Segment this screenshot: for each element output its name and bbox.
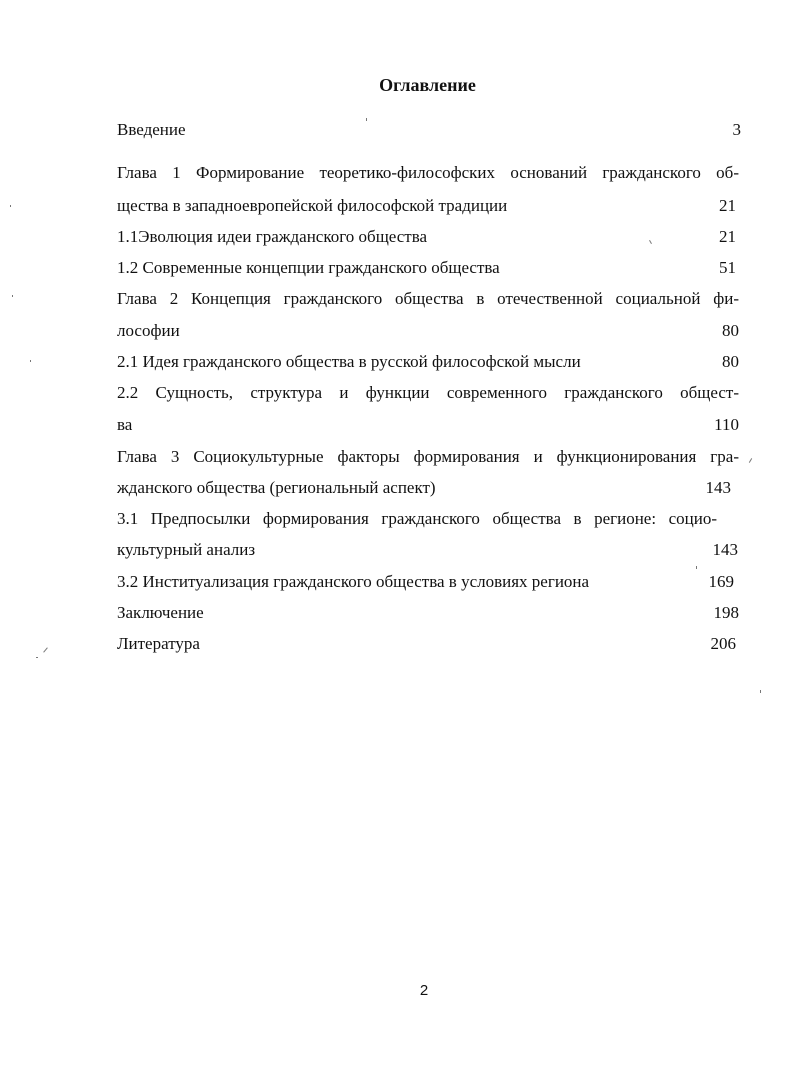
toc-entry-page: 143 <box>705 478 731 497</box>
scan-speck <box>30 360 31 362</box>
toc-entry-title: Глава 3 Социокультурные факторы формирования и функционирования гра- <box>117 447 739 466</box>
toc-entry-title: 3.1 Предпосылки формирования гражданского общества в регионе: социо- <box>117 509 717 528</box>
toc-entry-section-2-2-line-2 <box>117 414 739 436</box>
toc-entry-title: Литература <box>117 634 200 653</box>
toc-entry-title: щества в западноевропейской философской традиции <box>117 196 508 215</box>
toc-entry-chapter-3-line-1 <box>117 446 739 468</box>
toc-entry-section-1-2 <box>117 257 739 279</box>
toc-entry-title: 1.1Эволюция идеи гражданского общества <box>117 227 428 246</box>
page-number: 2 <box>419 982 429 999</box>
toc-entry-page: 21 <box>719 196 736 215</box>
toc-entry-chapter-1-line-2 <box>117 195 739 217</box>
toc-entry-title: 1.2 Современные концепции гражданского общества <box>117 258 500 277</box>
toc-entry-section-3-1-line-1 <box>117 508 739 530</box>
scan-speck <box>749 458 752 463</box>
toc-entry-page: 143 <box>712 540 738 559</box>
toc-entry-title: Глава 2 Концепция гражданского общества в отечественной социальной фи- <box>117 289 739 308</box>
toc-entry-page: 21 <box>719 227 736 246</box>
toc-entry-page: 169 <box>708 572 734 591</box>
scan-speck <box>36 657 38 658</box>
toc-entry-title: Глава 1 Формирование теоретико-философских оснований гражданского об- <box>117 163 739 182</box>
toc-entry-conclusion <box>117 602 739 624</box>
toc-entry-section-3-1-line-2 <box>117 539 739 561</box>
scan-speck <box>696 566 697 569</box>
scan-speck <box>12 295 13 297</box>
toc-entry-title: культурный анализ <box>117 540 256 559</box>
toc-entry-page: 51 <box>719 258 736 277</box>
toc-entry-title: 2.1 Идея гражданского общества в русской философской мысли <box>117 352 581 371</box>
scan-speck <box>760 690 761 693</box>
toc-entry-title: Введение <box>117 120 186 139</box>
toc-entry-section-2-1 <box>117 351 739 373</box>
toc-entry-page: 80 <box>722 352 739 371</box>
toc-entry-page: 206 <box>710 634 736 653</box>
toc-entry-title: лософии <box>117 321 180 340</box>
toc-entry-page: 110 <box>714 415 739 434</box>
page-title: Оглавление <box>379 75 476 95</box>
toc-entry-title: ва <box>117 415 133 434</box>
scan-speck <box>366 118 367 121</box>
toc-entry-literature <box>117 633 739 655</box>
toc-entry-title: 3.2 Институализация гражданского общества в условиях региона <box>117 572 590 591</box>
toc-entry-page: 80 <box>722 321 739 340</box>
toc-entry-page: 3 <box>732 120 741 139</box>
toc-entry-title: 2.2 Сущность, структура и функции современного гражданского общест- <box>117 383 739 402</box>
toc-entry-title: жданского общества (региональный аспект) <box>117 478 436 497</box>
toc-entry-intro <box>117 119 739 141</box>
toc-entry-chapter-2-line-1 <box>117 288 739 310</box>
toc-entry-section-2-2-line-1 <box>117 382 739 404</box>
toc-entry-section-1-1 <box>117 226 739 248</box>
toc-entry-chapter-2-line-2 <box>117 320 739 342</box>
toc-entry-chapter-1-line-1 <box>117 162 739 184</box>
scan-speck <box>43 647 48 652</box>
toc-entry-chapter-3-line-2 <box>117 477 739 499</box>
toc-entry-page: 198 <box>713 603 739 622</box>
toc-entry-section-3-2 <box>117 571 739 593</box>
scan-speck <box>10 205 11 207</box>
toc-entry-title: Заключение <box>117 603 204 622</box>
